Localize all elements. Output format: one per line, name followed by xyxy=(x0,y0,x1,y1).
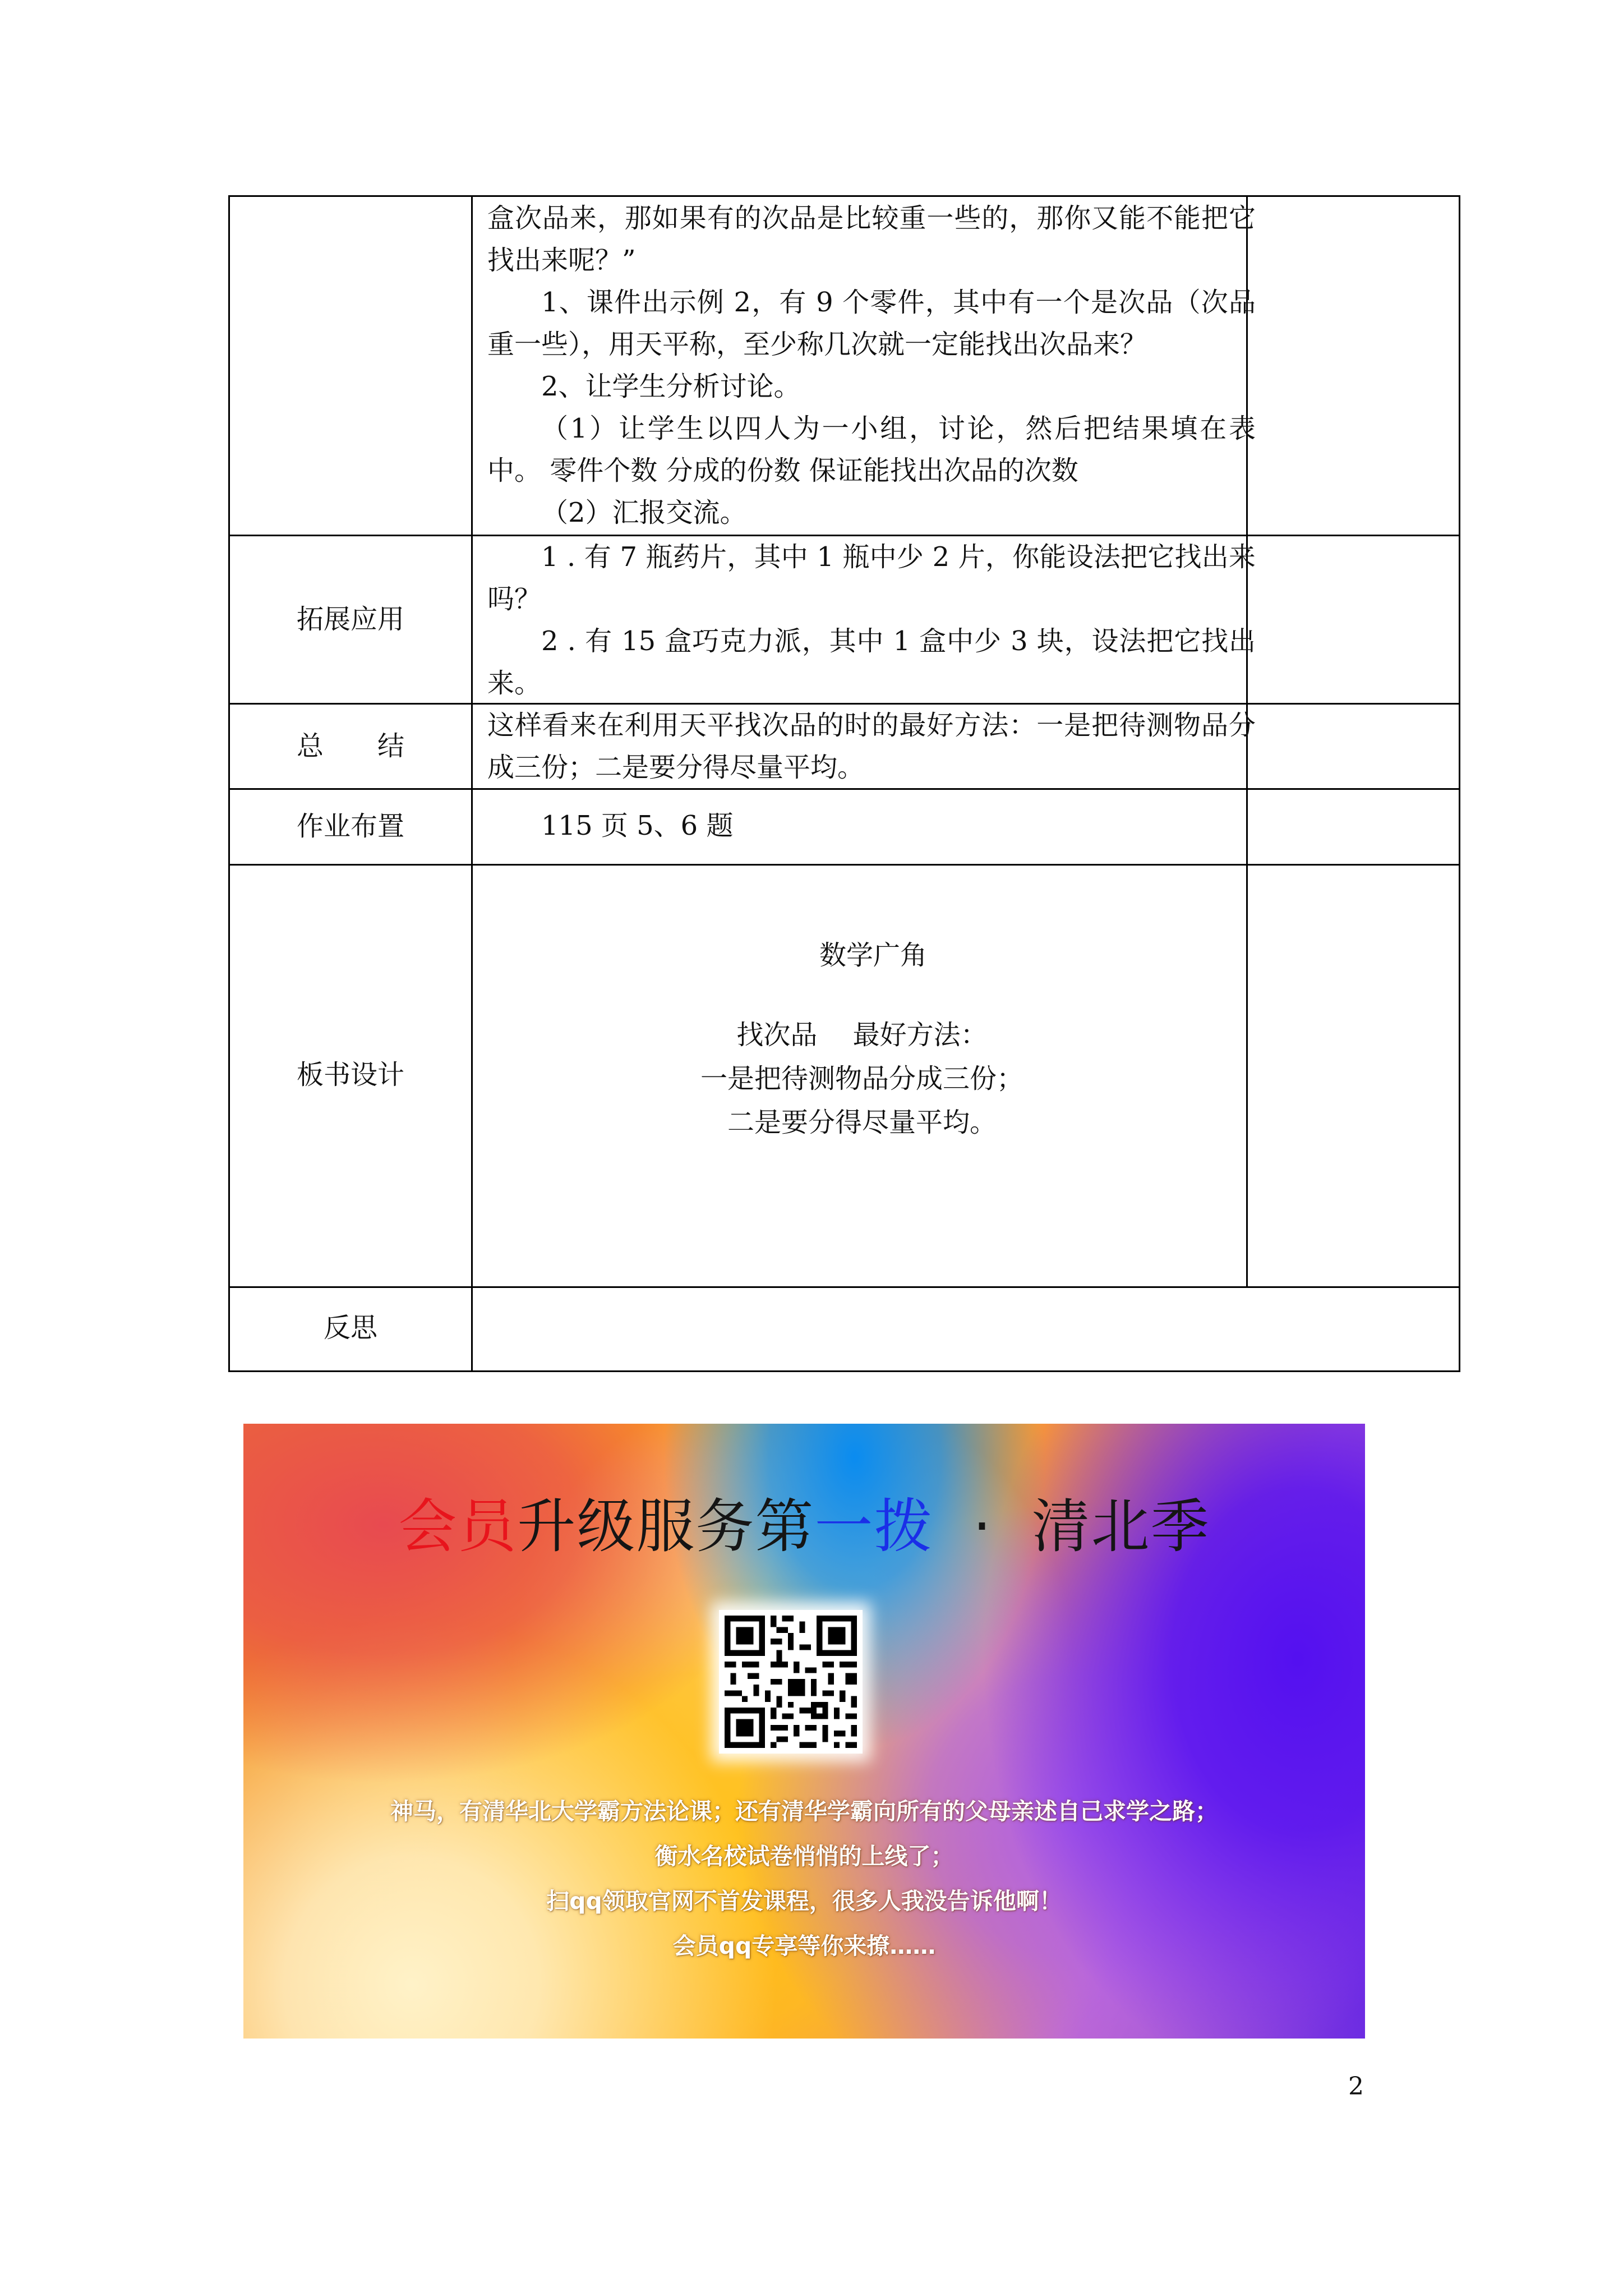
banner-title-upgrade: 升级服务第 xyxy=(517,1492,815,1561)
row-label-summary: 总 结 xyxy=(296,730,404,762)
board-line: 一是把待测物品分成三份； xyxy=(700,1063,1023,1094)
table-border-left xyxy=(228,195,230,1372)
row-label-board-design: 板书设计 xyxy=(296,1059,404,1091)
banner-title-separator: · xyxy=(933,1492,1032,1561)
board-title: 数学广角 xyxy=(819,940,927,971)
qr-code-graphic xyxy=(719,1610,863,1754)
banner-line: 扫qq领取官网不首发课程，很多人我没告诉他啊！ xyxy=(546,1888,1062,1915)
promo-banner[interactable] xyxy=(243,1424,1365,2039)
page-number: 2 xyxy=(1348,2072,1364,2101)
row-label-homework: 作业布置 xyxy=(296,811,404,842)
process-line: 1、课件出示例 2，有 9 个零件，其中有一个是次品（次品重一些），用天平称，至少称几次就一定能找出次品来？ xyxy=(487,287,1256,360)
row-label-reflection: 反思 xyxy=(323,1312,377,1343)
process-content xyxy=(487,197,1256,534)
banner-title xyxy=(243,1490,1365,1563)
banner-title-batch: 一拨 xyxy=(814,1492,934,1561)
summary-content: 这样看来在利用天平找次品的时的最好方法：一是把待测物品分成三份；二是要分得尽量平均。 xyxy=(487,710,1256,783)
row-label-extension: 拓展应用 xyxy=(296,604,404,635)
table-rule-bottom xyxy=(228,1370,1460,1372)
extension-content xyxy=(487,536,1256,705)
extension-line: 2 . 有 15 盒巧克力派，其中 1 盒中少 3 块，设法把它找出来。 xyxy=(487,625,1256,699)
banner-line: 神马，有清华北大学霸方法论课；还有清华学霸向所有的父母亲述自己求学之路； xyxy=(390,1798,1218,1825)
table-rule xyxy=(228,1286,1460,1288)
board-line: 二是要分得尽量平均。 xyxy=(727,1107,997,1138)
table-border-right xyxy=(1459,195,1460,1372)
table-rule-top xyxy=(228,195,1460,197)
process-line: （2）汇报交流。 xyxy=(541,497,747,528)
lesson-plan-table xyxy=(228,195,1460,1372)
process-line: （1）让学生以四人为一小组，讨论，然后把结果填在表中。 零件个数 分成的份数 保证能找出次品的次数 xyxy=(487,413,1256,486)
banner-line: 衡水名校试卷悄悄的上线了； xyxy=(654,1843,954,1870)
homework-content: 115 页 5、6 题 xyxy=(541,810,734,841)
board-line: 找次品 最好方法： xyxy=(736,1019,988,1051)
banner-line: 会员qq专享等你来撩…… xyxy=(672,1932,936,1959)
process-line: 2、让学生分析讨论。 xyxy=(541,371,801,402)
banner-title-season: 清北季 xyxy=(1031,1492,1210,1561)
qr-code-icon[interactable] xyxy=(719,1610,863,1754)
banner-title-member: 会员 xyxy=(398,1492,518,1561)
table-column-divider xyxy=(471,195,473,1372)
process-line: 盒次品来，那如果有的次品是比较重一些的，那你又能不能把它找出来呢？” xyxy=(487,203,1256,276)
table-rule xyxy=(228,864,1460,866)
extension-line: 1 . 有 7 瓶药片，其中 1 瓶中少 2 片，你能设法把它找出来吗？ xyxy=(487,541,1256,615)
board-design-content xyxy=(473,933,1251,1144)
